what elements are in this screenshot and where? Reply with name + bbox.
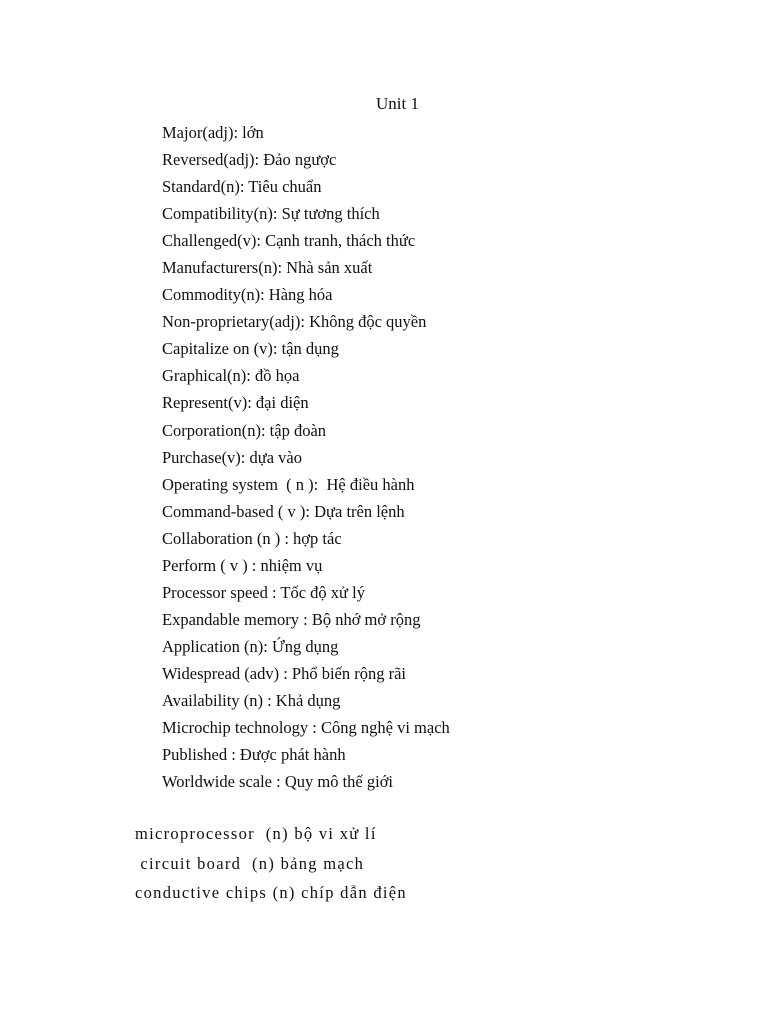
vocab-item: Processor speed : Tốc độ xử lý xyxy=(162,582,365,602)
vocab-item: Non-proprietary(adj): Không độc quyền xyxy=(162,312,427,332)
vocab-item: Worldwide scale : Quy mô thế giới xyxy=(162,772,394,792)
vocab-item: Commodity(n): Hàng hóa xyxy=(162,285,333,305)
vocab-item: Availability (n) : Khả dụng xyxy=(162,690,341,710)
page-title: Unit 1 xyxy=(376,94,419,113)
vocabulary-list xyxy=(162,119,450,795)
extra-term-item: circuit board (n) bảng mạch xyxy=(135,853,365,873)
vocab-item: Standard(n): Tiêu chuẩn xyxy=(162,177,322,197)
vocab-item: Major(adj): lớn xyxy=(162,123,264,142)
vocab-item: Graphical(n): đồ họa xyxy=(162,366,300,386)
vocab-item: Capitalize on (v): tận dụng xyxy=(162,339,339,359)
vocab-item: Perform ( v ) : nhiệm vụ xyxy=(162,555,323,575)
vocab-item: Corporation(n): tập đoàn xyxy=(162,420,327,440)
vocab-item: Manufacturers(n): Nhà sản xuất xyxy=(162,258,373,278)
vocab-item: Microchip technology : Công nghệ vi mạch xyxy=(162,718,450,738)
extra-terms-list xyxy=(135,819,407,908)
vocab-item: Reversed(adj): Đảo ngược xyxy=(162,150,337,170)
extra-term-item: conductive chips (n) chíp dẫn điện xyxy=(135,883,407,902)
vocab-item: Compatibility(n): Sự tương thích xyxy=(162,204,380,224)
vocab-item: Expandable memory : Bộ nhớ mở rộng xyxy=(162,609,421,629)
vocab-item: Purchase(v): dựa vào xyxy=(162,447,302,467)
vocab-item: Represent(v): đại diện xyxy=(162,393,309,413)
vocab-item: Operating system ( n ): Hệ điều hành xyxy=(162,474,415,494)
vocab-item: Application (n): Ứng dụng xyxy=(162,636,339,656)
vocab-item: Command-based ( v ): Dựa trên lệnh xyxy=(162,501,405,521)
vocab-item: Challenged(v): Cạnh tranh, thách thức xyxy=(162,231,416,251)
extra-term-item: microprocessor (n) bộ vi xử lí xyxy=(135,824,377,843)
vocab-item: Published : Được phát hành xyxy=(162,745,346,765)
vocab-item: Collaboration (n ) : hợp tác xyxy=(162,528,342,548)
vocab-item: Widespread (adv) : Phổ biến rộng rãi xyxy=(162,663,407,683)
